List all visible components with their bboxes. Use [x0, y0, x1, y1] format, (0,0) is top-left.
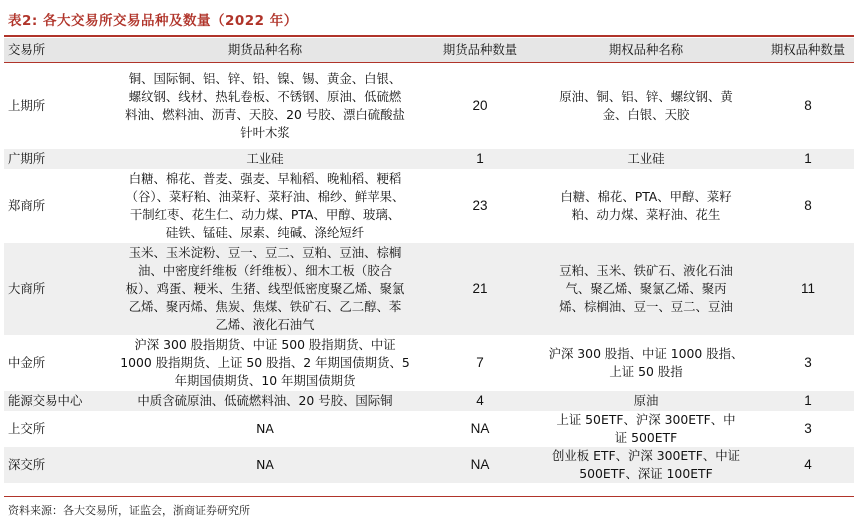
table-row [4, 243, 854, 335]
futures-names-line: 中质含硫原油、低硫燃料油、20 号胶、国际铜 [137, 392, 393, 408]
futures-count-cell [430, 391, 530, 411]
futures-count: 21 [472, 280, 488, 296]
futures-count: NA [470, 420, 490, 436]
exchange-name: 广期所 [8, 150, 46, 166]
options-count: 3 [804, 354, 812, 370]
futures-count-cell [430, 169, 530, 243]
options-names-cell [530, 411, 762, 447]
options-names-line: 原油 [633, 392, 659, 408]
futures-names-cell [100, 169, 430, 243]
exchange-name: 大商所 [8, 280, 46, 296]
futures-names-cell [100, 335, 430, 391]
options-names-line: 气、聚乙烯、聚氯乙烯、聚丙 [565, 280, 727, 296]
futures-names-line: （谷）、菜籽粕、油菜籽、菜籽油、棉纱、鲜苹果、 [125, 188, 405, 204]
exchange-name: 深交所 [8, 456, 46, 472]
exchange-cell [4, 335, 100, 391]
futures-names-line: 乙烯、聚丙烯、焦炭、焦煤、铁矿石、乙二醇、苯 [128, 298, 402, 314]
options-names-line: 金、白银、天胶 [602, 106, 690, 122]
options-names-cell [530, 149, 762, 169]
futures-names-line: 料油、燃料油、沥青、天胶、20 号胶、漂白硫酸盐 [125, 106, 405, 122]
futures-names-line: 板）、鸡蛋、粳米、生猪、线型低密度聚乙烯、聚氯 [125, 280, 405, 296]
options-count-cell [762, 149, 854, 169]
futures-names-line: 铜、国际铜、铝、锌、铅、镍、锡、黄金、白银、 [128, 70, 402, 86]
options-names-line: 创业板 ETF、沪深 300ETF、中证 [551, 447, 741, 463]
futures-count: 23 [472, 197, 488, 213]
options-names-cell [530, 447, 762, 483]
options-count: 8 [804, 97, 812, 113]
futures-names-line: 玉米、玉米淀粉、豆一、豆二、豆粕、豆油、棕榈 [128, 244, 402, 260]
exchange-cell [4, 169, 100, 243]
header-row [4, 38, 854, 63]
exchange-name: 能源交易中心 [8, 392, 83, 408]
options-count-cell [762, 391, 854, 411]
futures-count: 4 [476, 392, 484, 408]
options-count-cell [762, 411, 854, 447]
options-names-cell [530, 63, 762, 149]
futures-names-cell [100, 243, 430, 335]
options-names-line: 上证 50ETF、沪深 300ETF、中 [556, 411, 736, 427]
exchange-name: 中金所 [8, 354, 46, 370]
options-names-line: 500ETF、深证 100ETF [579, 465, 713, 481]
futures-names-line: 硅铁、锰硅、尿素、纯碱、涤纶短纤 [165, 224, 365, 240]
header-exchange: 交易所 [4, 38, 100, 63]
options-count-cell [762, 447, 854, 483]
table-row [4, 447, 854, 483]
options-count-cell [762, 243, 854, 335]
futures-names-line: 白糖、棉花、普麦、强麦、早籼稻、晚籼稻、粳稻 [128, 170, 402, 186]
futures-names-line: NA [256, 420, 274, 436]
futures-count-cell [430, 63, 530, 149]
header-options-names: 期权品种名称 [530, 38, 762, 63]
options-names-line: 沪深 300 股指、中证 1000 股指、 [548, 345, 744, 361]
futures-names-line: 工业硅 [246, 150, 284, 166]
futures-count-cell [430, 447, 530, 483]
futures-names-line: 沪深 300 股指期货、中证 500 股指期货、中证 [134, 336, 396, 352]
options-names-cell [530, 335, 762, 391]
exchange-name: 上交所 [8, 420, 46, 436]
table-row [4, 63, 854, 149]
futures-count-cell [430, 335, 530, 391]
futures-names-line: 螺纹钢、线材、热轧卷板、不锈钢、原油、低硫燃 [128, 88, 402, 104]
options-count: 11 [800, 280, 815, 296]
exchange-cell [4, 411, 100, 447]
bottom-rule [4, 496, 854, 497]
exchange-name: 郑商所 [8, 197, 46, 213]
futures-names-line: 年期国债期货、10 年期国债期货 [174, 372, 356, 388]
futures-names-line: 干制红枣、花生仁、动力煤、PTA、甲醇、玻璃、 [129, 206, 401, 222]
exchange-cell [4, 243, 100, 335]
futures-count-cell [430, 149, 530, 169]
options-names-line: 原油、铜、铝、锌、螺纹钢、黄 [559, 88, 733, 104]
options-count-cell [762, 169, 854, 243]
table-row [4, 391, 854, 411]
options-count: 1 [804, 392, 812, 408]
futures-names-cell [100, 391, 430, 411]
source-note: 资料来源：各大交易所，证监会，浙商证券研究所 [8, 504, 250, 517]
futures-names-line: 油、中密度纤维板（纤维板）、细木工板（胶合 [137, 262, 392, 278]
options-count: 1 [804, 150, 812, 166]
header-futures-names: 期货品种名称 [100, 38, 430, 63]
exchange-products-table [4, 38, 854, 483]
futures-count: 20 [472, 97, 488, 113]
options-count-cell [762, 63, 854, 149]
options-count: 4 [804, 456, 812, 472]
options-names-line: 豆粕、玉米、铁矿石、液化石油 [559, 262, 733, 278]
exchange-cell [4, 63, 100, 149]
futures-count: 1 [476, 150, 484, 166]
futures-names-cell [100, 149, 430, 169]
options-names-line: 烯、棕榈油、豆一、豆二、豆油 [559, 298, 733, 314]
options-names-line: 上证 50 股指 [609, 363, 683, 379]
options-count: 8 [804, 197, 812, 213]
options-names-line: 证 500ETF [614, 429, 678, 445]
futures-count: 7 [476, 354, 484, 370]
options-names-cell [530, 391, 762, 411]
futures-names-cell [100, 411, 430, 447]
options-names-line: 白糖、棉花、PTA、甲醇、菜籽 [560, 188, 732, 204]
options-names-cell [530, 169, 762, 243]
futures-names-line: 针叶木浆 [240, 124, 290, 140]
futures-names-cell [100, 63, 430, 149]
options-names-cell [530, 243, 762, 335]
table-title: 表2: 各大交易所交易品种及数量（2022 年） [8, 13, 298, 29]
table-row [4, 335, 854, 391]
options-names-line: 工业硅 [627, 150, 665, 166]
header-options-count: 期权品种数量 [762, 38, 854, 63]
options-names-line: 粕、动力煤、菜籽油、花生 [571, 206, 721, 222]
title-rule [4, 35, 854, 37]
exchange-name: 上期所 [8, 97, 46, 113]
table-row [4, 411, 854, 447]
futures-names-line: NA [256, 456, 274, 472]
table-row [4, 149, 854, 169]
futures-count: NA [470, 456, 490, 472]
options-count-cell [762, 335, 854, 391]
exchange-cell [4, 149, 100, 169]
options-count: 3 [804, 420, 812, 436]
futures-count-cell [430, 243, 530, 335]
header-futures-count: 期货品种数量 [430, 38, 530, 63]
futures-names-line: 乙烯、液化石油气 [215, 316, 315, 332]
exchange-cell [4, 391, 100, 411]
futures-count-cell [430, 411, 530, 447]
table-row [4, 169, 854, 243]
exchange-cell [4, 447, 100, 483]
futures-names-cell [100, 447, 430, 483]
futures-names-line: 1000 股指期货、上证 50 股指、2 年期国债期货、5 [120, 354, 410, 370]
